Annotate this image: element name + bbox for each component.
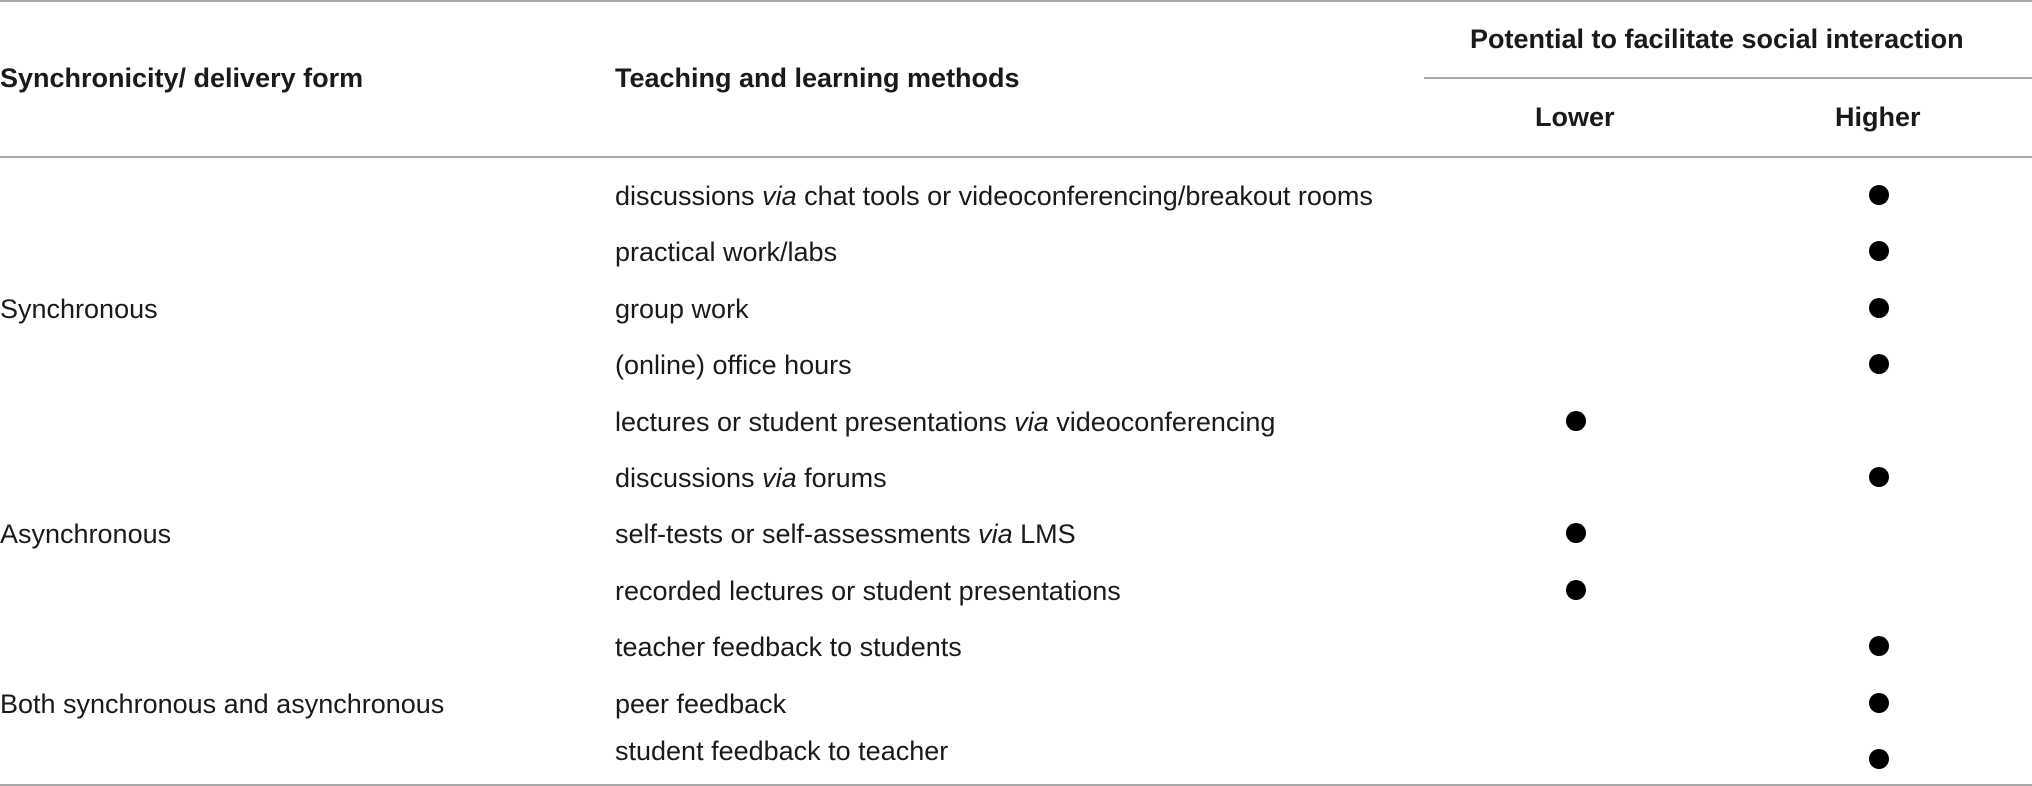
- group-label-both: Both synchronous and asynchronous: [0, 689, 445, 719]
- higher-marker-dot: [1869, 241, 1889, 261]
- higher-marker-dot: [1869, 636, 1889, 656]
- method-cell: group work: [615, 294, 749, 324]
- method-cell: peer feedback: [615, 689, 787, 719]
- higher-marker-dot: [1869, 185, 1889, 205]
- method-cell: practical work/labs: [615, 237, 838, 267]
- header-sub-rule: [1424, 77, 2032, 79]
- method-cell: discussions via forums: [615, 463, 887, 493]
- method-cell: teacher feedback to students: [615, 632, 962, 662]
- higher-marker-dot: [1869, 354, 1889, 374]
- group-label-synchronous: Synchronous: [0, 294, 158, 324]
- method-cell: recorded lectures or student presentations: [615, 576, 1121, 606]
- header-delivery-form: Synchronicity/ delivery form: [0, 63, 364, 93]
- method-cell: discussions via chat tools or videoconferencing/breakout rooms: [615, 181, 1373, 211]
- lower-marker-dot: [1566, 411, 1586, 431]
- header-rule: [0, 156, 2032, 158]
- higher-marker-dot: [1869, 749, 1889, 769]
- method-cell: (online) office hours: [615, 350, 852, 380]
- header-higher: Higher: [1835, 102, 1921, 132]
- higher-marker-dot: [1869, 693, 1889, 713]
- higher-marker-dot: [1869, 467, 1889, 487]
- top-rule: [0, 0, 2032, 2]
- header-methods: Teaching and learning methods: [615, 63, 1020, 93]
- method-cell: lectures or student presentations via videoconferencing: [615, 407, 1276, 437]
- method-cell: student feedback to teacher: [615, 736, 949, 766]
- header-potential: Potential to facilitate social interaction: [1470, 24, 1964, 54]
- higher-marker-dot: [1869, 298, 1889, 318]
- lower-marker-dot: [1566, 580, 1586, 600]
- method-cell: self-tests or self-assessments via LMS: [615, 519, 1076, 549]
- lower-marker-dot: [1566, 523, 1586, 543]
- header-lower: Lower: [1535, 102, 1615, 132]
- group-label-asynchronous: Asynchronous: [0, 519, 172, 549]
